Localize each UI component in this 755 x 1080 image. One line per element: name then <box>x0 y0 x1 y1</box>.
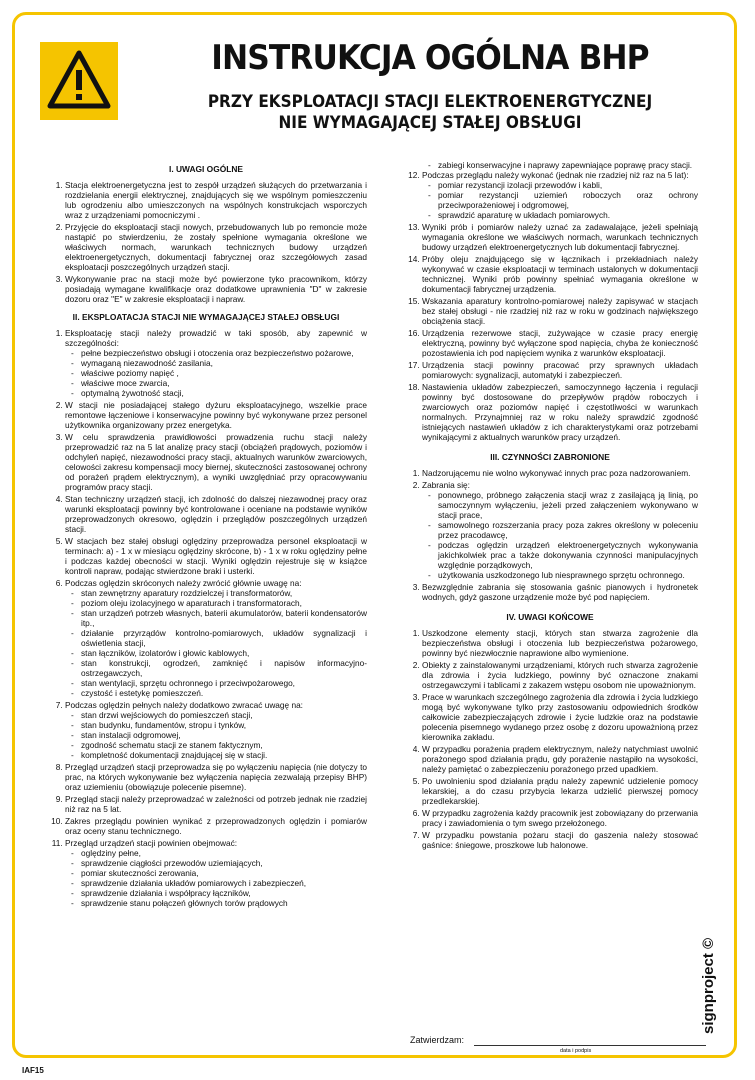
list-item: 2. Przyjęcie do eksploatacji stacji nowych, przebudowanych lub po remoncie może nastąpić po stwierdzeniu, że zostały spełnione wymagania określone we właściwych normach, warunkach technicznych budowy urządzeń elektroenergetycznych, dokumentacji fabrycznej oraz szczegółowych zasad eksploatacji poszczególnych urządzeń stacji. <box>65 222 367 272</box>
sub-item: - czystość i estetykę pomieszczeń. <box>81 688 367 698</box>
sub-item: - poziom oleju izolacyjnego w aparaturach i transformatorach, <box>81 598 367 608</box>
list-item: 3. Wykonywanie prac na stacji może być powierzone tyko pracownikom, którzy posiadają wymagane kwalifikacje oraz dodatkowe uprawnienia "D" w zakresie dozoru oraz "E" w zakresie eksploatacji i napraw. <box>65 274 367 304</box>
list-item <box>422 170 698 220</box>
list-item: 17. Urządzenia stacji powinny pracować przy sprawnych układach pomiarowych: sygnalizacji, automatyki i zabezpieczeń. <box>422 360 698 380</box>
section-heading: IV. UWAGI KOŃCOWE <box>506 612 594 622</box>
section-1-list <box>45 180 367 304</box>
item-text: Podczas przeglądu należy wykonać (jednak nie rzadziej niż raz na 5 lat): <box>422 170 689 180</box>
sub-item: - stan wentylacji, sprzętu ochronnego i przeciwpożarowego, <box>81 678 367 688</box>
brand-logo: signproject © <box>700 937 717 1034</box>
signature-line <box>474 1045 706 1046</box>
list-item <box>65 700 367 760</box>
section-heading: III. CZYNNOŚCI ZABRONIONE <box>490 452 610 462</box>
sub-item: - zgodność schematu stacji ze stanem faktycznym, <box>81 740 367 750</box>
list-item: 18. Nastawienia układów zabezpieczeń, samoczynnego łączenia i regulacji powinny być dostosowane do przepływów prądów roboczych i zwarciowych oraz poziomów napięć i częstotliwości w warunkach normalnych. Przynajmniej raz w roku należy sprawdzić zgodność istniejących nastawień układów z ich charakterystykami oraz potrzebami wynikającymi z aktualnych warunków pracy urządzeń. <box>422 382 698 442</box>
sub-list <box>65 348 367 398</box>
sub-item: - sprawdzenie działania i współpracy łączników, <box>81 888 367 898</box>
right-column <box>402 160 698 852</box>
sub-item: - stan drzwi wejściowych do pomieszczeń stacji, <box>81 710 367 720</box>
sub-item: - pomiar rezystancji uziemień roboczych oraz ochrony przeciwporażeniowej i odgromowej, <box>438 190 698 210</box>
section-4-list <box>402 628 698 850</box>
list-item <box>422 480 698 580</box>
list-item: 14. Próby oleju znajdującego się w łącznikach i przekładniach należy wykonywać w czasie eksploatacji w terminach ustalonych w dokumentacji technicznej. Wyniki prób powinny spełniać wymagania określone w dokumentacji fabrycznej urządzenia. <box>422 254 698 294</box>
date-signature-label: data i podpis <box>560 1048 592 1054</box>
warning-sign <box>40 42 118 120</box>
section-heading: I. UWAGI OGÓLNE <box>169 164 243 174</box>
item-text: Podczas oględzin skróconych należy zwrócić głównie uwagę na: <box>65 578 302 588</box>
page-title: INSTRUKCJA OGÓLNA BHP <box>211 38 649 78</box>
sub-item: - właściwe poziomy napięć , <box>81 368 367 378</box>
item-text: Przegląd urządzeń stacji powinien obejmować: <box>65 838 238 848</box>
subtitle-line-1: PRZY EKSPLOATACJI STACJI ELEKTROENERGTYCZNEJ <box>207 92 653 112</box>
sub-list <box>422 490 698 580</box>
list-item: 4. Stan techniczny urządzeń stacji, ich zdolność do dalszej niezawodnej pracy oraz warunki eksploatacji powinny być kontrolowane i oceniane na podstawie wyników przeprowadzonych okresowo, oględzin i przeglądów poszczególnych urządzeń stacji. <box>65 494 367 534</box>
sub-item: - pomiar skuteczności zerowania, <box>81 868 367 878</box>
left-column <box>45 160 367 910</box>
list-item: 7. W przypadku powstania pożaru stacji do gaszenia należy stosować gaśnice: śniegowe, proszkowe lub halonowe. <box>422 830 698 850</box>
sub-item: - pomiar rezystancji izolacji przewodów i kabli, <box>438 180 698 190</box>
item-text: Podczas oględzin pełnych należy dodatkowo zwracać uwagę na: <box>65 700 303 710</box>
section-2-list-continued <box>402 170 698 442</box>
list-item: 1. Uszkodzone elementy stacji, których stan stwarza zagrożenie dla bezpieczeństwa obsługi i otoczenia lub bezpieczeństwa pożarowego, powinny być niezwłocznie naprawione albo wymienione. <box>422 628 698 658</box>
sub-item: - sprawdzenie stanu połączeń głównych torów prądowych <box>81 898 367 908</box>
list-item: 5. W stacjach bez stałej obsługi oględziny przeprowadza personel eksploatacji w terminach: a) - 1 x w miesiącu oględziny skrócone, b) - 1 x w roku oględziny pełne i podczas każdej obecności w stacji. Wyniki oględzin rejestruje się w książce kontroli napraw, podając stwierdzone braki i usterki. <box>65 536 367 576</box>
sub-item: - stan łączników, izolatorów i głowic kablowych, <box>81 648 367 658</box>
item-text: Eksploatację stacji należy prowadzić w taki sposób, aby zapewnić w szczególności: <box>65 328 367 348</box>
list-item: 1. Nadzorującemu nie wolno wykonywać innych prac poza nadzorowaniem. <box>422 468 698 478</box>
sub-item: - samowolnego rozszerzania pracy poza zakres określony w poleceniu przez pracodawcę, <box>438 520 698 540</box>
sub-item: - użytkowania uszkodzonego lub niesprawnego sprzętu ochronnego. <box>438 570 698 580</box>
sub-item: - stan instalacji odgromowej, <box>81 730 367 740</box>
sub-item: - działanie przyrządów kontrolno-pomiarowych, układów sygnalizacji i oświetlenia stacji, <box>81 628 367 648</box>
list-item <box>65 838 367 908</box>
list-item: 16. Urządzenia rezerwowe stacji, zużywające w czasie pracy energię elektryczną, powinny być wyłączone spod napięcia, chyba że konieczność pozostawienia ich pod napięciem wynika z warunków eksploatacji. <box>422 328 698 358</box>
sub-item: - oględziny pełne, <box>81 848 367 858</box>
sub-item: - podczas oględzin urządzeń elektroenergetycznych wykonywania jakichkolwiek prac a także dokonywania czynności manipulacyjnych względnie porządkowych, <box>438 540 698 570</box>
approve-label: Zatwierdzam: <box>410 1035 465 1045</box>
sub-item: - sprawdzić aparaturę w układach pomiarowych. <box>438 210 698 220</box>
sub-list <box>65 848 367 908</box>
list-item: 15. Wskazania aparatury kontrolno-pomiarowej należy zapisywać w stacjach bez stałej obsługi - nie rzadziej niż raz w roku w godzinach największego obciążenia stacji. <box>422 296 698 326</box>
sub-item: - stan budynku, fundamentów, stropu i tynków, <box>81 720 367 730</box>
list-item: 13. Wyniki prób i pomiarów należy uznać za zadawalające, jeżeli spełniają wymagania określone we właściwych normach, warunkach technicznych budowy urządzeń elektroenergetycznych lub dokumentacji fabrycznej. <box>422 222 698 252</box>
sub-list <box>65 588 367 698</box>
list-item: 10. Zakres przeglądu powinien wynikać z przeprowadzonych oględzin i pomiarów oraz oceny stanu technicznego. <box>65 816 367 836</box>
sub-item: - stan zewnętrzny aparatury rozdzielczej i transformatorów, <box>81 588 367 598</box>
list-item: 3. W celu sprawdzenia prawidłowości prowadzenia ruchu stacji należy przeprowadzić raz na 5 lat analizę pracy stacji (obciążeń prądowych, poziomów i odchyleń napięć, niezawodności pracy stacji, aktualnych warunków zwarciowych, celowości zakresu kompensacji mocy biernej, skuteczności zastosowanej ochrony od porażeń prądem elektrycznym), a wyniki uwzględniać przy opracowywaniu programów pracy stacji. <box>65 432 367 492</box>
section-3-list <box>402 468 698 602</box>
list-item: 8. Przegląd urządzeń stacji przeprowadza się po wyłączeniu napięcia (nie dotyczy to prac, na których wykonywanie bez wyłączenia napięcia zezwalają przepisy BHP) oraz uziemieniu (obowiązuje polecenie pisemne). <box>65 762 367 792</box>
section-heading: II. EKSPLOATACJA STACJI NIE WYMAGAJĄCEJ STAŁEJ OBSŁUGI <box>72 312 340 322</box>
list-item: 1. Stacja elektroenergetyczna jest to zespół urządzeń służących do przetwarzania i rozdzielania energii elektrycznej, znajdujących się we wspólnym pomieszczeniu lub ogrodzeniu albo umieszczonych na wspólnych konstrukcjach wsporczych wraz z urządzeniami pomocniczymi . <box>65 180 367 220</box>
list-item: 6. W przypadku zagrożenia każdy pracownik jest zobowiązany do przerwania pracy i zawiadomienia o tym swego przełożonego. <box>422 808 698 828</box>
sub-item: - wymaganą niezawodność zasilania, <box>81 358 367 368</box>
list-item: 2. W stacji nie posiadającej stałego dyżuru eksploatacyjnego, wszelkie prace remontowe łączeniowe i konserwacyjne powinny być wykonywane przez personel użytkownika organizowany przez energetyka. <box>65 400 367 430</box>
sub-item: - sprawdzenie ciągłości przewodów uziemiających, <box>81 858 367 868</box>
sub-item: - stan urządzeń potrzeb własnych, baterii akumulatorów, baterii kondensatorów itp., <box>81 608 367 628</box>
list-item: 4. W przypadku porażenia prądem elektrycznym, należy natychmiast uwolnić porażonego spod działania prądu, gdy porażenie nastąpiło na wysokości, należy pamiętać o zabezpieczeniu porażonego przed upadkiem. <box>422 744 698 774</box>
sub-item: - sprawdzenie działania układów pomiarowych i zabezpieczeń, <box>81 878 367 888</box>
item-text: Zabrania się: <box>422 480 470 490</box>
list-item: 2. Obiekty z zainstalowanymi urządzeniami, których ruch stwarza zagrożenie dla zdrowia i życia ludzkiego, powinny być oznaczone znakami ostrzegawczymi i tablicami z zakazem wstępu osobom nie upoważnionym. <box>422 660 698 690</box>
section-2-list <box>45 328 367 908</box>
list-item: 3. Bezwzględnie zabrania się stosowania gaśnic pianowych i hydronetek wodnych, gdyż gaszone urządzenie może być pod napięciem. <box>422 582 698 602</box>
list-item: 3. Prace w warunkach szczególnego zagrożenia dla zdrowia i życia ludzkiego mogą być wykonywane tylko przy zastosowaniu odpowiednich środków całkowicie zabezpieczających zdrowie i życie ludzkie oraz na podstawie polecenia pisemnego wydanego przez osobę z doz​oru upoważnioną przez kierownika zakładu. <box>422 692 698 742</box>
sub-item: - właściwe moce zwarcia, <box>81 378 367 388</box>
sub-item: - optymalną żywotność stacji, <box>81 388 367 398</box>
list-item: 9. Przegląd stacji należy przeprowadzać w zależności od potrzeb jednak nie rzadziej niż raz na 5 lat. <box>65 794 367 814</box>
sub-item: - ponownego, próbnego załączenia stacji wraz z zasilającą ją linią, po samoczynnym wyłączeniu, jeżeli przed załączeniem wykonywano w stacji prace, <box>438 490 698 520</box>
list-item <box>65 328 367 398</box>
page-subtitle <box>160 92 700 134</box>
sub-item: - zabiegi konserwacyjne i naprawy zapewniające poprawę pracy stacji. <box>438 160 698 170</box>
product-code: IAF15 <box>22 1066 44 1075</box>
sub-list-continued <box>402 160 698 170</box>
sub-item: - pełne bezpieczeństwo obsługi i otoczenia oraz bezpieczeństwo pożarowe, <box>81 348 367 358</box>
sub-item: - kompletność dokumentacji znajdującej się w stacji. <box>81 750 367 760</box>
sub-item: - stan konstrukcji, ogrodzeń, zamknięć i napisów informacyjno-ostrzegawczych, <box>81 658 367 678</box>
sub-list <box>65 710 367 760</box>
list-item: 5. Po uwolnieniu spod działania prądu należy zapewnić udzielenie pomocy lekarskiej, a do czasu przybycia lekarza udzielić pierwszej pomocy przedlekarskiej. <box>422 776 698 806</box>
warning-triangle-icon <box>46 48 112 114</box>
sub-list <box>422 180 698 220</box>
list-item <box>65 578 367 698</box>
subtitle-line-2: NIE WYMAGAJĄCEJ STAŁEJ OBSŁUGI <box>278 113 582 133</box>
